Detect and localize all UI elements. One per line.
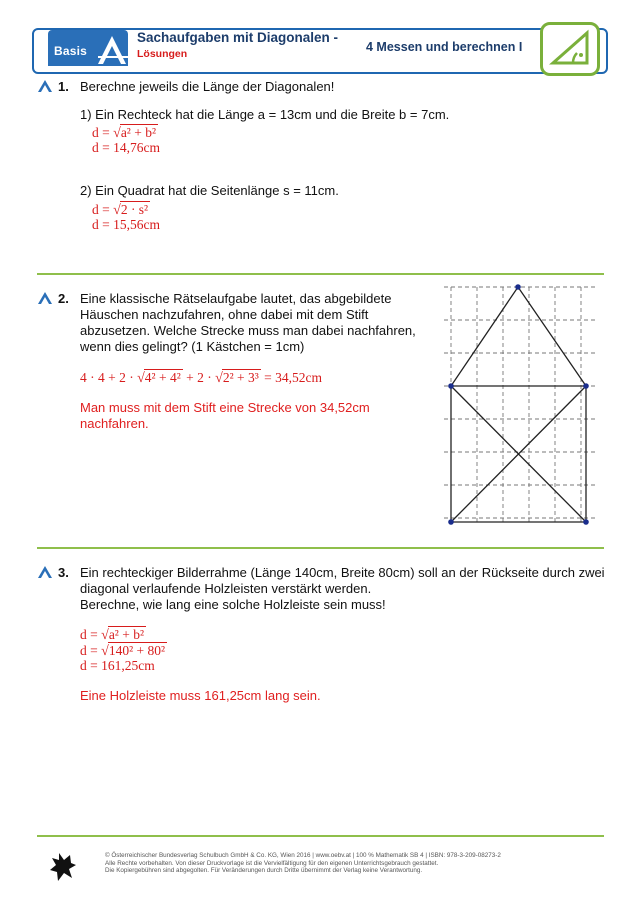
task-2-line: Eine klassische Rätselaufgabe lautet, das abgebildete (80, 291, 392, 306)
task-2-number: 2. (58, 291, 69, 306)
publisher-logo (50, 853, 76, 881)
task-1-part-2-text: 2) Ein Quadrat hat die Seitenlänge s = 11cm. (80, 183, 339, 198)
task-3-line: Berechne, wie lang eine solche Holzleiste sein muss! (80, 597, 386, 612)
section-divider (37, 547, 604, 549)
task-2-text (80, 291, 416, 355)
house-outline (451, 287, 586, 522)
task-3-answer: Eine Holzleiste muss 161,25cm lang sein. (80, 688, 321, 703)
task-2-line: abzusetzen. Welche Strecke muss man dabei nachfahren, (80, 323, 416, 338)
footer-divider (37, 835, 604, 837)
difficulty-triangle-icon (38, 566, 52, 578)
difficulty-triangle-icon (38, 292, 52, 304)
radicand: 4² + 4² (144, 370, 181, 385)
task-2-answer-line: Man muss mit dem Stift eine Strecke von 34,52cm (80, 400, 370, 415)
radicand: a² + b² (108, 627, 145, 642)
task-1-part-2-result: d = 15,56cm (92, 217, 160, 232)
basis-label: Basis (54, 44, 88, 58)
radicand: a² + b² (120, 125, 157, 140)
task-1-part-1-text: 1) Ein Rechteck hat die Länge a = 13cm und die Breite b = 7cm. (80, 107, 450, 122)
task-3-result: d = 161,25cm (80, 658, 155, 673)
house-figure (436, 278, 606, 530)
task-3-line: Ein rechteckiger Bilderrahme (Länge 140cm, Breite 80cm) soll an der Rückseite durch zwei (80, 565, 605, 580)
grid (444, 287, 598, 522)
task-3-number: 3. (58, 565, 69, 580)
task-3-line: diagonal verlaufende Holzleisten verstärkt werden. (80, 581, 372, 596)
task-2-answer (80, 400, 370, 432)
task-3-text (80, 565, 605, 613)
task-2-formula: 4 · 4 + 2 · √4² + 4² + 2 · √2² + 3³ = 34,52cm (80, 370, 323, 386)
footer-line: © Österreichischer Bundesverlag Schulbuch GmbH & Co. KG, Wien 2016 | www.oebv.at | 100 % Mathematik SB 4 | ISBN: 978-3-209-08273-2 (105, 852, 501, 859)
footer-line: Die Kopiergebühren sind abgegolten. Für Veränderungen durch Dritte übernimmt der Verlag keine Verantwortung. (105, 867, 423, 874)
task-1-part-2-formula: d = √2 · s² (92, 202, 149, 218)
radicand: 2 · s² (120, 202, 149, 217)
chapter-title: 4 Messen und berechnen I (366, 40, 523, 54)
task-2-line: Häuschen nachzufahren, ohne dabei mit dem Stift (80, 307, 369, 322)
task-1-part-1-result: d = 14,76cm (92, 140, 160, 155)
section-divider (37, 273, 604, 275)
page-subtitle: Lösungen (137, 48, 188, 60)
task-2-line: wenn dies gelingt? (1 Kästchen = 1cm) (80, 339, 305, 354)
task-1-prompt: Berechne jeweils die Länge der Diagonalen! (80, 79, 335, 94)
difficulty-triangle-icon (38, 80, 52, 92)
task-2-answer-line: nachfahren. (80, 416, 149, 431)
footer-line: Alle Rechte vorbehalten. Von dieser Druckvorlage ist die Vervielfältigung für den eigenen Unterrichtsgebrauch gestattet. (105, 859, 439, 867)
task-1-part-1-formula: d = √a² + b² (92, 125, 157, 141)
task-3-formula-1: d = √a² + b² (80, 627, 145, 643)
radicand: 2² + 3³ (222, 370, 259, 385)
task-3-formula-2: d = √140² + 80² (80, 643, 166, 659)
geometry-set-square-icon (540, 22, 600, 76)
task-1-number: 1. (58, 79, 69, 94)
footer-copyright (105, 852, 501, 875)
radicand: 140² + 80² (108, 643, 166, 658)
page-title: Sachaufgaben mit Diagonalen - (137, 30, 339, 45)
